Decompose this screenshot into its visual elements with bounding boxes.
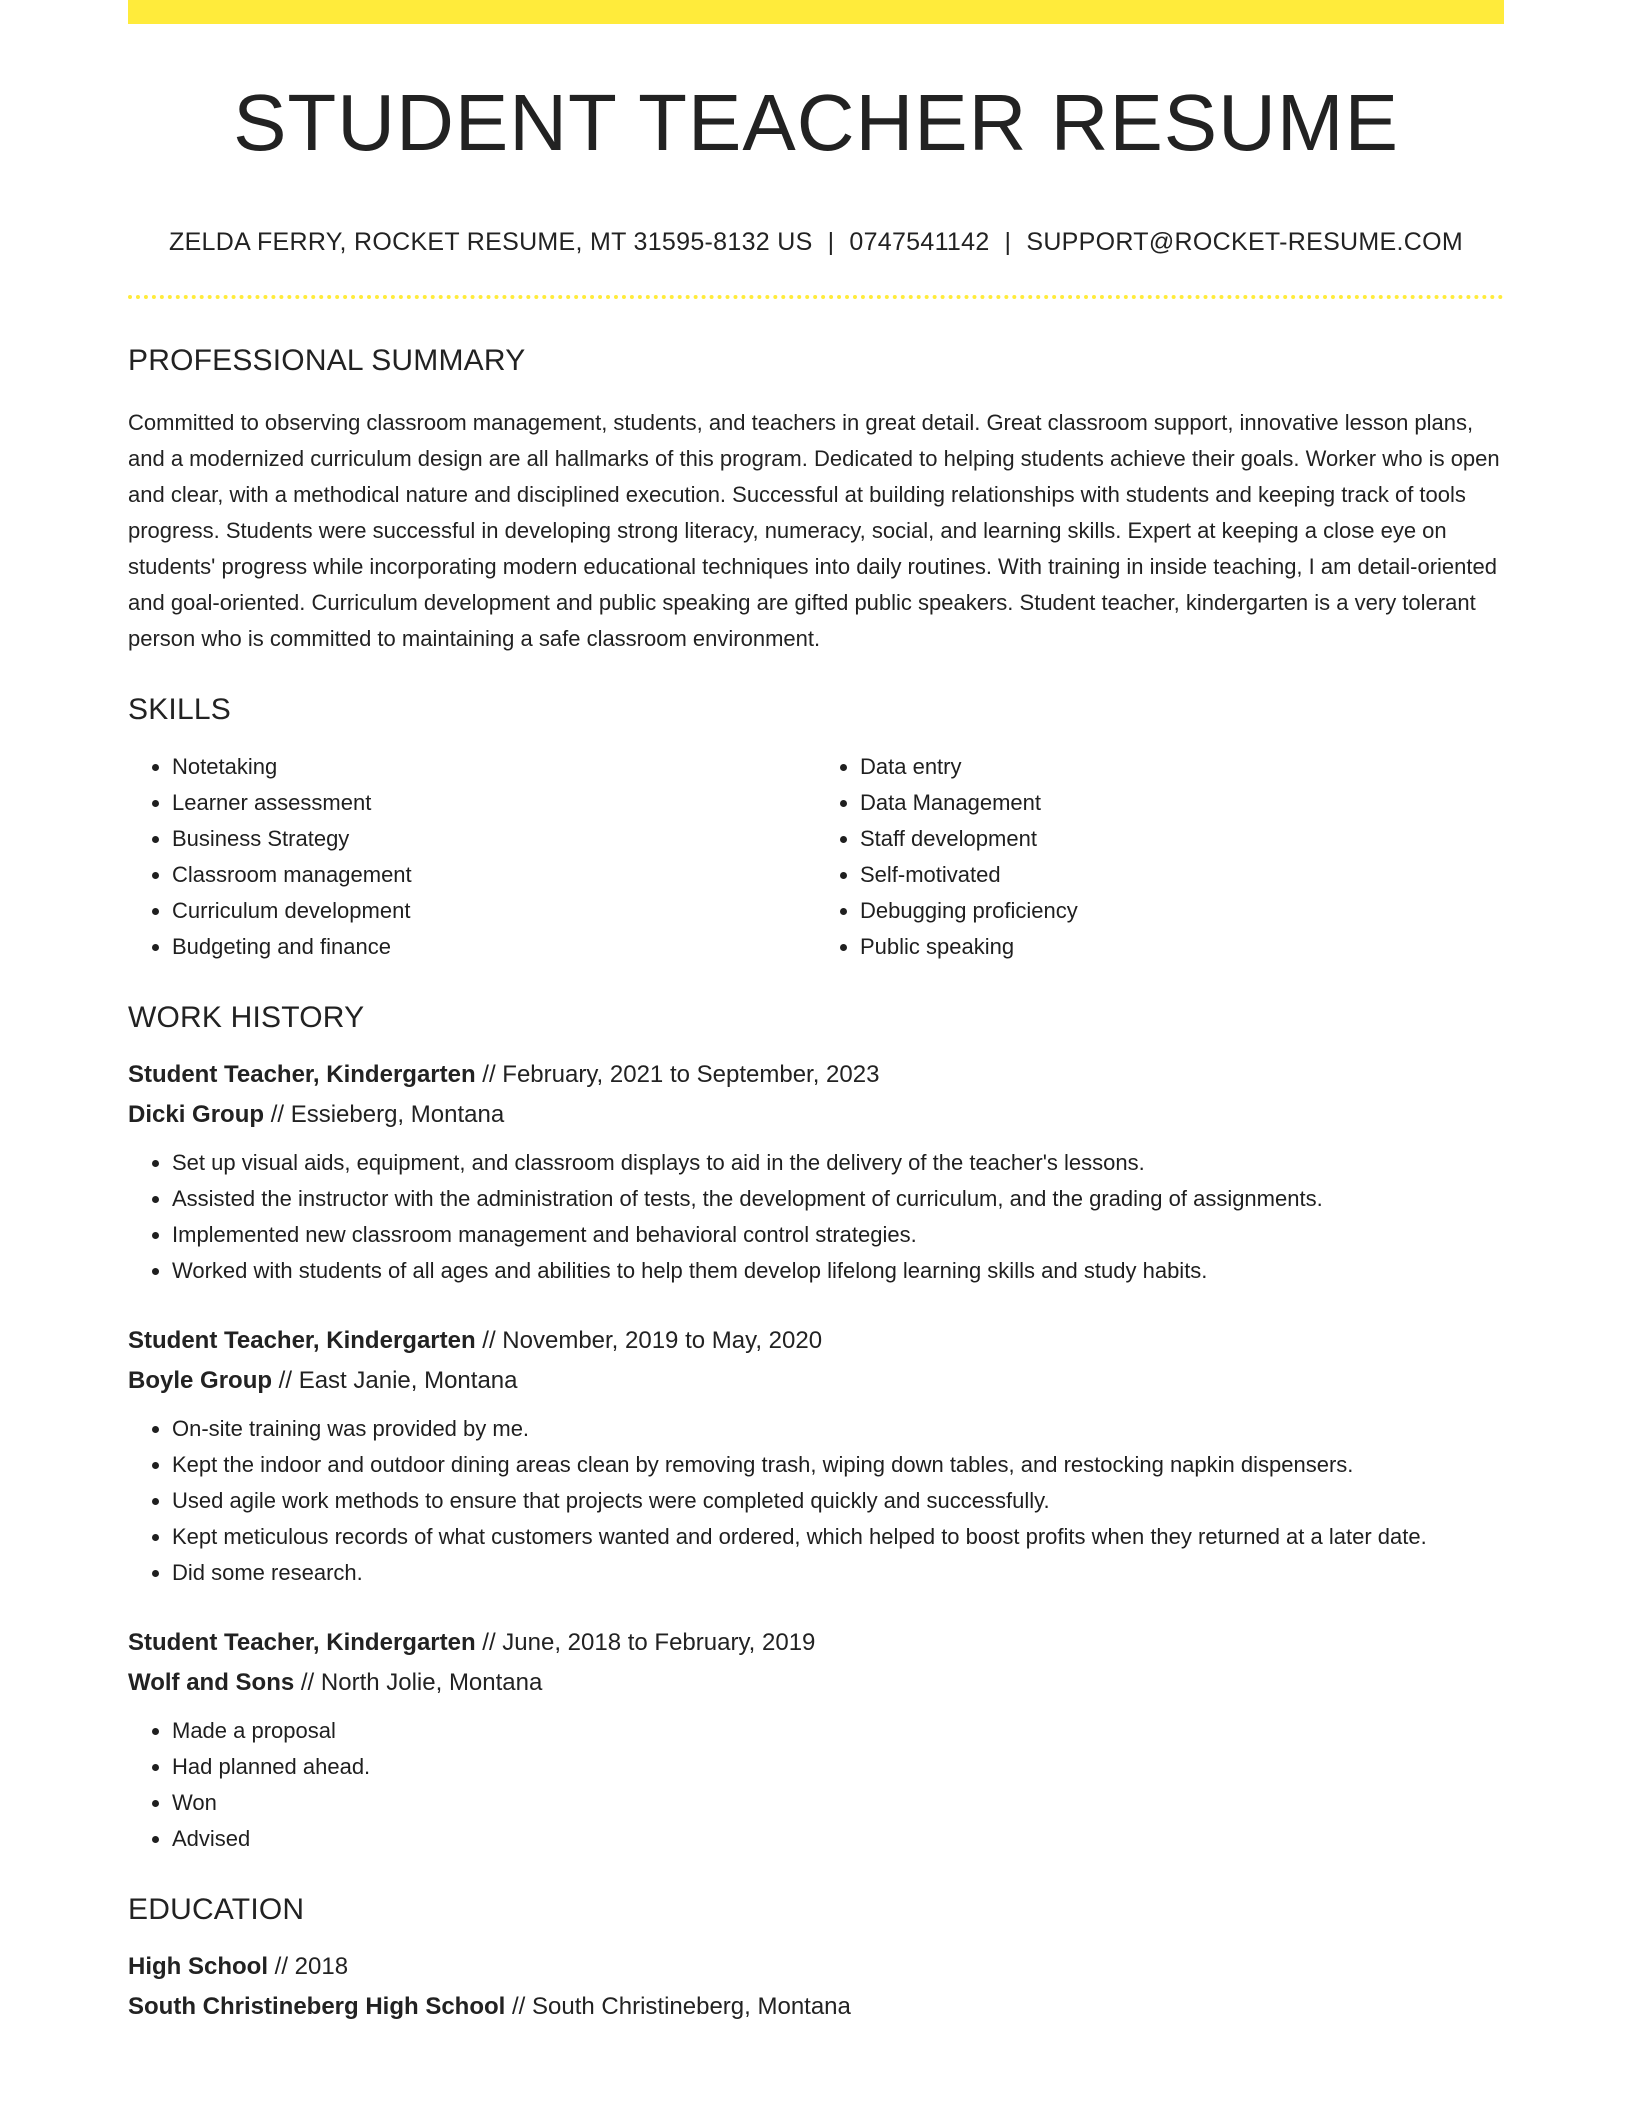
skills-heading: SKILLS [128,693,231,726]
skills-list [128,749,1504,965]
work-history-heading: WORK HISTORY [128,1001,365,1034]
job-dates: // November, 2019 to May, 2020 [475,1327,823,1354]
skill-item: • Self-motivated [860,857,1504,893]
job-company-line [128,1361,1504,1401]
job-entry [128,1623,1504,1857]
skills-column-right [816,749,1504,965]
contact-separator: | [1004,228,1012,256]
skill-item: • Business Strategy [172,821,816,857]
job-bullet: • Made a proposal [172,1713,1504,1749]
job-location: // Essieberg, Montana [264,1101,505,1128]
job-title: Student Teacher, Kindergarten [128,1061,476,1088]
job-dates: // June, 2018 to February, 2019 [475,1629,816,1656]
skill-item: • Curriculum development [172,893,816,929]
job-title-line [128,1623,1504,1663]
job-bullet: • Did some research. [172,1555,1504,1591]
skill-item: • Public speaking [860,929,1504,965]
job-bullet: • Implemented new classroom management and behavioral control strategies. [172,1217,1504,1253]
job-bullet: • Set up visual aids, equipment, and classroom displays to aid in the delivery of the teacher's lessons. [172,1145,1504,1181]
job-title: Student Teacher, Kindergarten [128,1629,476,1656]
skill-item: • Classroom management [172,857,816,893]
skill-item: • Debugging proficiency [860,893,1504,929]
education-year: // 2018 [268,1953,349,1980]
job-company: Dicki Group [128,1101,265,1128]
job-bullets [128,1145,1504,1289]
job-bullet: • Kept meticulous records of what customers wanted and ordered, which helped to boost profits when they returned at a later date. [172,1519,1504,1555]
education-location: // South Christineberg, Montana [505,1993,851,2020]
education-heading: EDUCATION [128,1893,305,1926]
accent-bar [128,0,1504,24]
resume-page [128,0,1504,2112]
job-bullet: • Advised [172,1821,1504,1857]
job-location: // North Jolie, Montana [294,1669,543,1696]
job-company-line [128,1663,1504,1703]
education-school: South Christineberg High School [128,1993,506,2020]
contact-phone: 0747541142 [849,228,990,256]
education-entry [128,1947,1504,2027]
contact-address: ZELDA FERRY, ROCKET RESUME, MT 31595-8132 US [169,228,813,256]
job-bullet: • Assisted the instructor with the administration of tests, the development of curriculum, and the grading of assignments. [172,1181,1504,1217]
contact-email: SUPPORT@ROCKET-RESUME.COM [1026,228,1463,256]
summary-heading: PROFESSIONAL SUMMARY [128,344,526,377]
skill-item: • Data Management [860,785,1504,821]
job-company-line [128,1095,1504,1135]
job-bullet: • On-site training was provided by me. [172,1411,1504,1447]
job-location: // East Janie, Montana [272,1367,518,1394]
job-title-line [128,1321,1504,1361]
job-bullet: • Used agile work methods to ensure that projects were completed quickly and successfully. [172,1483,1504,1519]
education-school-line [128,1987,1504,2027]
education-degree: High School [128,1953,268,1980]
skill-item: • Staff development [860,821,1504,857]
skill-item: • Data entry [860,749,1504,785]
dotted-divider [128,295,1504,299]
skill-item: • Budgeting and finance [172,929,816,965]
skill-item: • Learner assessment [172,785,816,821]
job-title: Student Teacher, Kindergarten [128,1327,476,1354]
job-entry [128,1321,1504,1591]
skills-column-left [128,749,816,965]
job-bullet: • Had planned ahead. [172,1749,1504,1785]
contact-line [128,230,1504,255]
job-title-line [128,1055,1504,1095]
job-company: Boyle Group [128,1367,273,1394]
skill-item: • Notetaking [172,749,816,785]
job-bullet: • Worked with students of all ages and abilities to help them develop lifelong learning skills and study habits. [172,1253,1504,1289]
job-bullet: • Won [172,1785,1504,1821]
job-company: Wolf and Sons [128,1669,295,1696]
job-bullet: • Kept the indoor and outdoor dining areas clean by removing trash, wiping down tables, and restocking napkin dispensers. [172,1447,1504,1483]
job-bullets [128,1411,1504,1591]
resume-title: STUDENT TEACHER RESUME [233,78,1399,167]
job-dates: // February, 2021 to September, 2023 [475,1061,880,1088]
summary-text: Committed to observing classroom management, students, and teachers in great detail. Great classroom support, innovative lesson plans, and a modernized curriculum design are all hallmarks of this program. Dedicated to helping students achieve their goals. Worker who is open and clear, with a methodical nature and disciplined execution. Successful at building relationships with students and keeping track of tools progress. Students were successful in developing strong literacy, numeracy, social, and learning skills. Expert at keeping a close eye on students' progress while incorporating modern educational techniques into daily routines. With training in inside teaching, I am detail-oriented and goal-oriented. Curriculum development and public speaking are gifted public speakers. Student teacher, kindergarten is a very tolerant person who is committed to maintaining a safe classroom environment. [128,410,1500,651]
contact-separator: | [827,228,835,256]
education-degree-line [128,1947,1504,1987]
job-entry [128,1055,1504,1289]
job-bullets [128,1713,1504,1857]
